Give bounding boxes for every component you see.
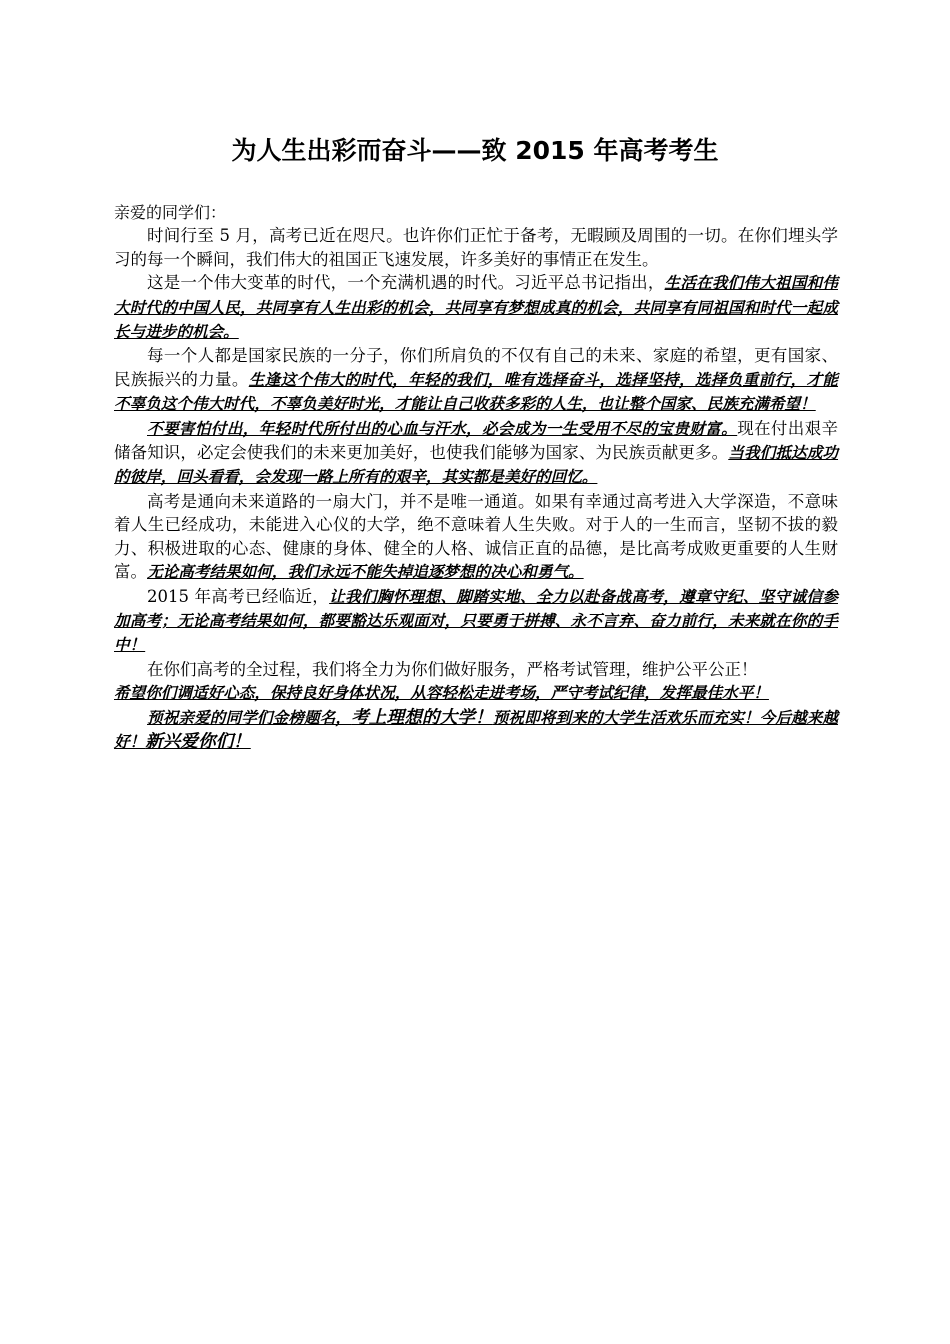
paragraph-5 [114, 490, 838, 585]
document-title: 为人生出彩而奋斗——致 2015 年高考考生 [231, 136, 719, 165]
paragraph-2-emphasis: 生活在我们伟大祖国和伟大时代的中国人民，共同享有人生出彩的机会，共同享有梦想成真的机会，共同享有同祖国和时代一起成长与进步的机会。 [114, 274, 839, 342]
paragraph-9-emphasis-1: 预祝亲爱的同学们金榜题名， [147, 708, 352, 727]
salutation: 亲爱的同学们： [114, 203, 227, 222]
paragraph-2 [114, 271, 838, 344]
paragraph-4-emphasis-2: 当我们抵达成功的彼岸，回头看看，会发现一路上所有的艰辛，其实都是美好的回忆。 [114, 444, 839, 487]
paragraph-8 [114, 681, 838, 705]
paragraph-4-text: 现在付出艰辛储备知识，必定会使我们的未来更加美好，也使我们能够为国家、为民族贡献更多。 [114, 418, 839, 463]
paragraph-3 [114, 344, 838, 416]
paragraph-9-emphasis-2: 考上理想的大学！ [351, 707, 493, 728]
paragraph-1: 时间行至 5 月，高考已近在咫尺。也许你们正忙于备考，无暇顾及周围的一切。在你们埋头学习的每一个瞬间，我们伟大的祖国正飞速发展，许多美好的事情正在发生。 [114, 226, 838, 269]
paragraph-4-emphasis-1: 不要害怕付出，年轻时代所付出的心血与汗水，必会成为一生受用不尽的宝贵财富。 [147, 419, 738, 438]
paragraph-3-emphasis: 生逢这个伟大的时代，年轻的我们，唯有选择奋斗，选择坚持，选择负重前行，才能不辜负这个伟大时代，不辜负美好时光，才能让自己收获多彩的人生，也让整个国家、民族充满希望！ [114, 370, 839, 414]
paragraph-5-text: 高考是通向未来道路的一扇大门，并不是唯一通道。如果有幸通过高考进入大学深造，不意味着人生已经成功，未能进入心仪的大学，绝不意味着人生失败。对于人的一生而言，坚韧不拔的毅力、积极进取的心态、健康的身体、健全的人格、诚信正直的品德，是比高考成败更重要的人生财富。 [114, 491, 838, 582]
paragraph-9-emphasis-3: 预祝即将到来的大学生活欢乐而充实！今后越来越好！ [114, 708, 839, 751]
paragraph-3-text: 每一个人都是国家民族的一分子，你们所肩负的不仅有自己的未来、家庭的希望，更有国家、民族振兴的力量。 [114, 346, 838, 389]
paragraph-6 [114, 585, 838, 658]
paragraph-4 [114, 417, 838, 490]
document-body [114, 201, 838, 754]
paragraph-9 [114, 706, 838, 755]
paragraph-9-emphasis-4: 新兴爱你们！ [145, 731, 251, 752]
paragraph-8-emphasis: 希望你们调适好心态，保持良好身体状况，从容轻松走进考场，严守考试纪律，发挥最佳水平！ [114, 684, 769, 703]
paragraph-5-emphasis: 无论高考结果如何，我们永远不能失掉追逐梦想的决心和勇气。 [147, 563, 584, 582]
paragraph-6-text: 2015 年高考已经临近， [147, 586, 330, 606]
paragraph-6-emphasis: 让我们胸怀理想、脚踏实地、全力以赴备战高考，遵章守纪、坚守诚信参加高考；无论高考结果如何，都要豁达乐观面对，只要勇于拼搏、永不言弃、奋力前行，未来就在你的手中！ [114, 587, 838, 655]
paragraph-7: 在你们高考的全过程，我们将全力为你们做好服务，严格考试管理，维护公平公正！ [147, 659, 758, 679]
paragraph-2-text: 这是一个伟大变革的时代，一个充满机遇的时代。习近平总书记指出， [147, 273, 665, 293]
